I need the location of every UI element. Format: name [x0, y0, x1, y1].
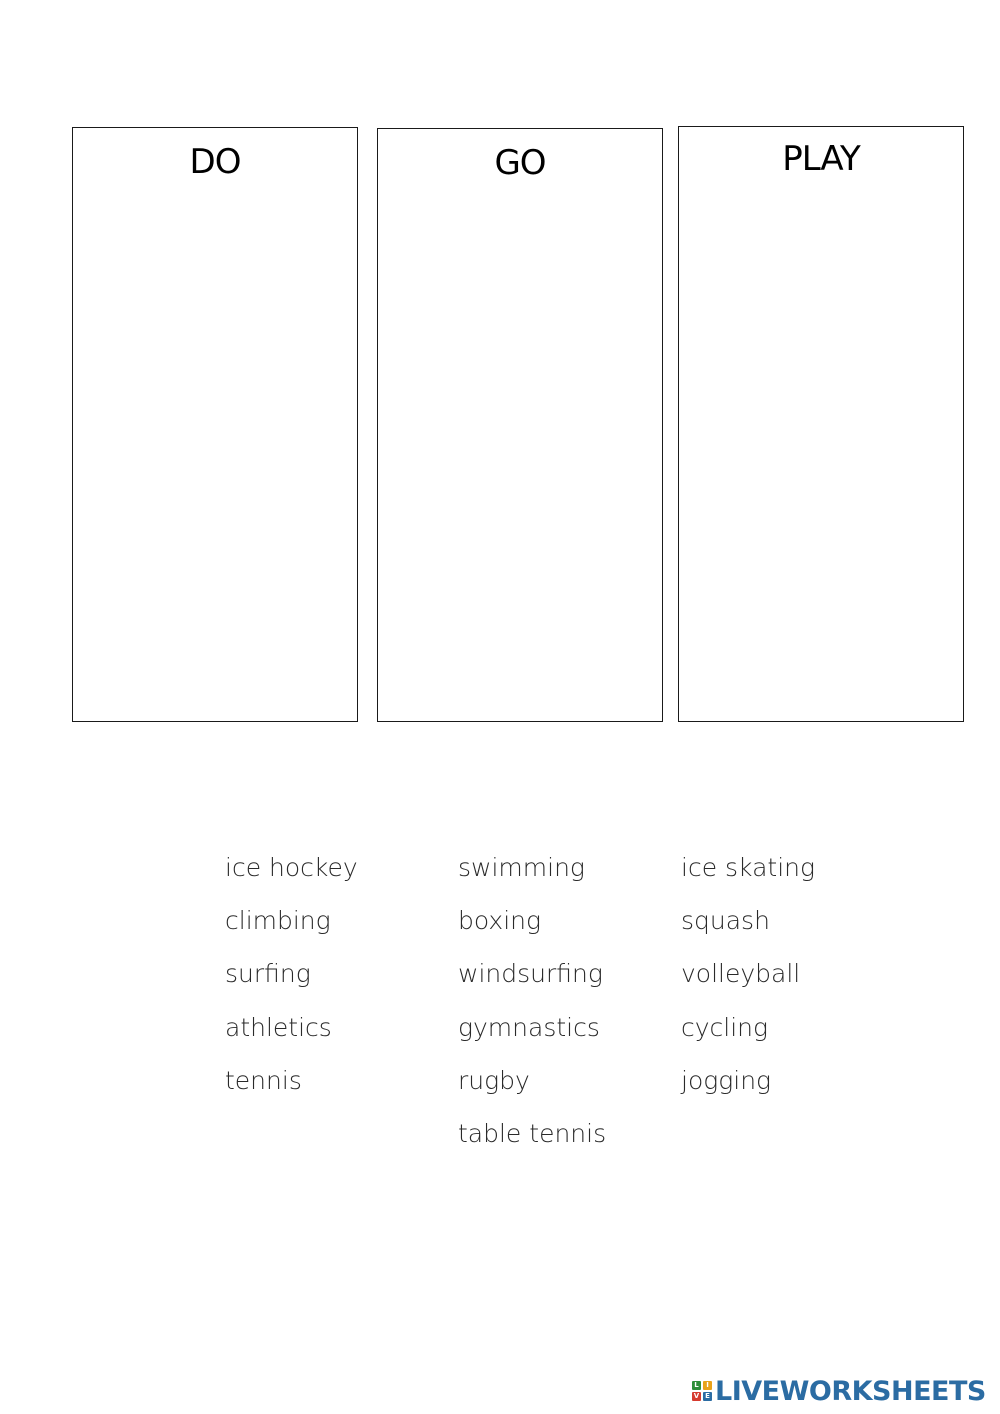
play-box-title: PLAY [782, 139, 860, 179]
do-box-title: DO [189, 142, 241, 182]
word-item-ice-hockey[interactable]: ice hockey [225, 853, 358, 882]
word-item-gymnastics[interactable]: gymnastics [458, 1013, 600, 1042]
play-box[interactable] [678, 126, 964, 722]
logo-mark-cell: I [703, 1381, 712, 1390]
logo-text: LIVEWORKSHEETS [715, 1375, 986, 1407]
word-item-swimming[interactable]: swimming [458, 853, 585, 882]
word-item-table-tennis[interactable]: table tennis [458, 1119, 607, 1148]
logo-mark-cell: E [703, 1392, 712, 1401]
word-item-ice-skating[interactable]: ice skating [681, 853, 815, 882]
go-box-title: GO [494, 143, 546, 183]
word-item-cycling[interactable]: cycling [681, 1013, 769, 1042]
word-item-rugby[interactable]: rugby [458, 1066, 530, 1095]
liveworksheets-logo [692, 1374, 986, 1408]
go-box[interactable] [377, 128, 663, 722]
word-item-climbing[interactable]: climbing [225, 906, 331, 935]
word-item-volleyball[interactable]: volleyball [681, 959, 801, 988]
logo-mark-icon [692, 1381, 712, 1401]
logo-mark-cell: V [693, 1392, 700, 1400]
word-item-athletics[interactable]: athletics [225, 1013, 332, 1042]
word-item-surfing[interactable]: surfing [225, 959, 311, 988]
word-item-squash[interactable]: squash [681, 906, 770, 935]
do-box[interactable] [72, 127, 358, 722]
word-item-windsurfing[interactable]: windsurfing [458, 959, 603, 988]
word-item-tennis[interactable]: tennis [225, 1066, 302, 1095]
logo-mark-cell: L [692, 1381, 701, 1390]
word-item-boxing[interactable]: boxing [458, 906, 541, 935]
word-item-jogging[interactable]: jogging [681, 1066, 772, 1095]
